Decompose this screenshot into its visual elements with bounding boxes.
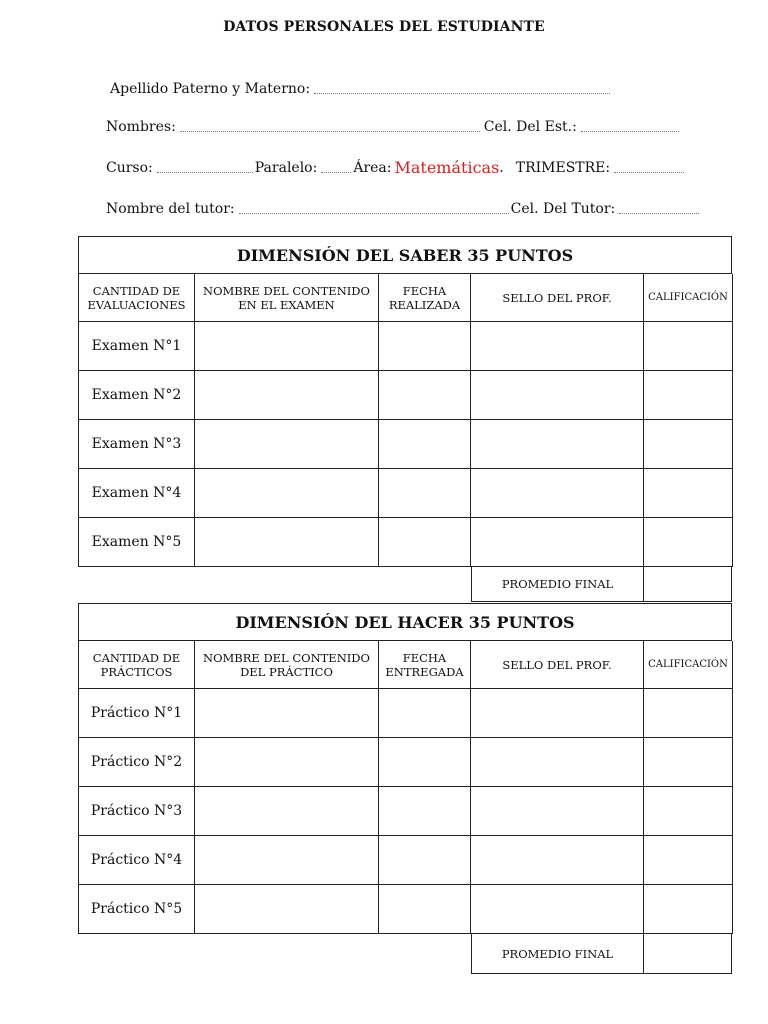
- fecha-cell[interactable]: [379, 689, 471, 738]
- contenido-cell[interactable]: [195, 322, 379, 371]
- saber-header-row: [79, 274, 733, 322]
- sello-cell[interactable]: [471, 371, 644, 420]
- paralelo-field[interactable]: [321, 171, 351, 173]
- saber-section: [78, 236, 732, 602]
- cel-est-label: Cel. Del Est.:: [483, 119, 577, 135]
- calificacion-cell[interactable]: [644, 322, 733, 371]
- col-calificacion-header: CALIFICACIÓN: [644, 641, 733, 689]
- calificacion-cell[interactable]: [644, 420, 733, 469]
- page-title: DATOS PERSONALES DEL ESTUDIANTE: [223, 19, 545, 35]
- col-fecha-header: FECHA REALIZADA: [379, 274, 471, 322]
- curso-label: Curso:: [106, 160, 153, 176]
- row-label: Práctico N°3: [79, 787, 195, 836]
- curso-field[interactable]: [157, 171, 253, 173]
- col-sello-header: SELLO DEL PROF.: [471, 274, 644, 322]
- table-row: [79, 689, 733, 738]
- nombres-row: [106, 116, 681, 136]
- calificacion-cell[interactable]: [644, 738, 733, 787]
- trimestre-label: TRIMESTRE:: [515, 160, 611, 176]
- contenido-cell[interactable]: [195, 518, 379, 567]
- saber-title: DIMENSIÓN DEL SABER 35 PUNTOS: [78, 236, 732, 274]
- calificacion-cell[interactable]: [644, 469, 733, 518]
- cel-est-field[interactable]: [581, 130, 679, 132]
- fecha-cell[interactable]: [379, 469, 471, 518]
- fecha-cell[interactable]: [379, 518, 471, 567]
- sello-cell[interactable]: [471, 469, 644, 518]
- table-row: [79, 787, 733, 836]
- table-row: [79, 738, 733, 787]
- apellido-row: [110, 78, 612, 98]
- contenido-cell[interactable]: [195, 689, 379, 738]
- contenido-cell[interactable]: [195, 738, 379, 787]
- contenido-cell[interactable]: [195, 836, 379, 885]
- row-label: Práctico N°4: [79, 836, 195, 885]
- table-row: [79, 518, 733, 567]
- col-sello-header: SELLO DEL PROF.: [471, 641, 644, 689]
- row-label: Examen N°4: [79, 469, 195, 518]
- calificacion-cell[interactable]: [644, 836, 733, 885]
- area-label: Área:: [353, 160, 392, 176]
- sello-cell[interactable]: [471, 420, 644, 469]
- row-label: Examen N°1: [79, 322, 195, 371]
- tutor-row: [106, 198, 701, 218]
- table-row: [79, 836, 733, 885]
- trimestre-field[interactable]: [614, 171, 684, 173]
- col-cantidad-header: CANTIDAD DE PRÁCTICOS: [79, 641, 195, 689]
- saber-average-value[interactable]: [644, 567, 732, 602]
- hacer-average-label: PROMEDIO FINAL: [471, 934, 644, 974]
- calificacion-cell[interactable]: [644, 518, 733, 567]
- table-row: [79, 885, 733, 934]
- sello-cell[interactable]: [471, 689, 644, 738]
- calificacion-cell[interactable]: [644, 689, 733, 738]
- nombres-field[interactable]: [180, 130, 480, 132]
- saber-table: [78, 274, 733, 567]
- col-calificacion-header: CALIFICACIÓN: [644, 274, 733, 322]
- col-contenido-header: NOMBRE DEL CONTENIDO DEL PRÁCTICO: [195, 641, 379, 689]
- row-label: Práctico N°1: [79, 689, 195, 738]
- tutor-label: Nombre del tutor:: [106, 201, 235, 217]
- table-row: [79, 371, 733, 420]
- paralelo-label: Paralelo:: [254, 160, 318, 176]
- hacer-average-value[interactable]: [644, 934, 732, 974]
- fecha-cell[interactable]: [379, 836, 471, 885]
- fecha-cell[interactable]: [379, 371, 471, 420]
- cel-tutor-field[interactable]: [619, 212, 699, 214]
- cel-tutor-label: Cel. Del Tutor:: [510, 201, 616, 217]
- hacer-section: [78, 603, 732, 974]
- table-row: [79, 322, 733, 371]
- calificacion-cell[interactable]: [644, 885, 733, 934]
- sello-cell[interactable]: [471, 787, 644, 836]
- calificacion-cell[interactable]: [644, 371, 733, 420]
- col-fecha-header: FECHA ENTREGADA: [379, 641, 471, 689]
- fecha-cell[interactable]: [379, 738, 471, 787]
- row-label: Examen N°3: [79, 420, 195, 469]
- sello-cell[interactable]: [471, 322, 644, 371]
- contenido-cell[interactable]: [195, 787, 379, 836]
- table-row: [79, 469, 733, 518]
- saber-average-label: PROMEDIO FINAL: [471, 567, 644, 602]
- row-label: Examen N°2: [79, 371, 195, 420]
- nombres-label: Nombres:: [106, 119, 176, 135]
- col-cantidad-header: CANTIDAD DE EVALUACIONES: [79, 274, 195, 322]
- hacer-table: [78, 641, 733, 934]
- row-label: Práctico N°2: [79, 738, 195, 787]
- fecha-cell[interactable]: [379, 322, 471, 371]
- fecha-cell[interactable]: [379, 420, 471, 469]
- apellido-field[interactable]: [314, 92, 610, 94]
- calificacion-cell[interactable]: [644, 787, 733, 836]
- tutor-field[interactable]: [239, 212, 509, 214]
- sello-cell[interactable]: [471, 836, 644, 885]
- row-label: Práctico N°5: [79, 885, 195, 934]
- curso-row: [106, 157, 686, 177]
- contenido-cell[interactable]: [195, 469, 379, 518]
- area-value: Matemáticas: [394, 158, 500, 177]
- hacer-title: DIMENSIÓN DEL HACER 35 PUNTOS: [78, 603, 732, 641]
- sello-cell[interactable]: [471, 885, 644, 934]
- contenido-cell[interactable]: [195, 371, 379, 420]
- saber-average-row: [78, 567, 732, 602]
- col-contenido-header: NOMBRE DEL CONTENIDO EN EL EXAMEN: [195, 274, 379, 322]
- apellido-label: Apellido Paterno y Materno:: [110, 81, 311, 97]
- fecha-cell[interactable]: [379, 885, 471, 934]
- table-row: [79, 420, 733, 469]
- fecha-cell[interactable]: [379, 787, 471, 836]
- sello-cell[interactable]: [471, 738, 644, 787]
- contenido-cell[interactable]: [195, 885, 379, 934]
- hacer-header-row: [79, 641, 733, 689]
- hacer-average-row: [78, 934, 732, 974]
- contenido-cell[interactable]: [195, 420, 379, 469]
- sello-cell[interactable]: [471, 518, 644, 567]
- area-period: .: [499, 160, 504, 176]
- row-label: Examen N°5: [79, 518, 195, 567]
